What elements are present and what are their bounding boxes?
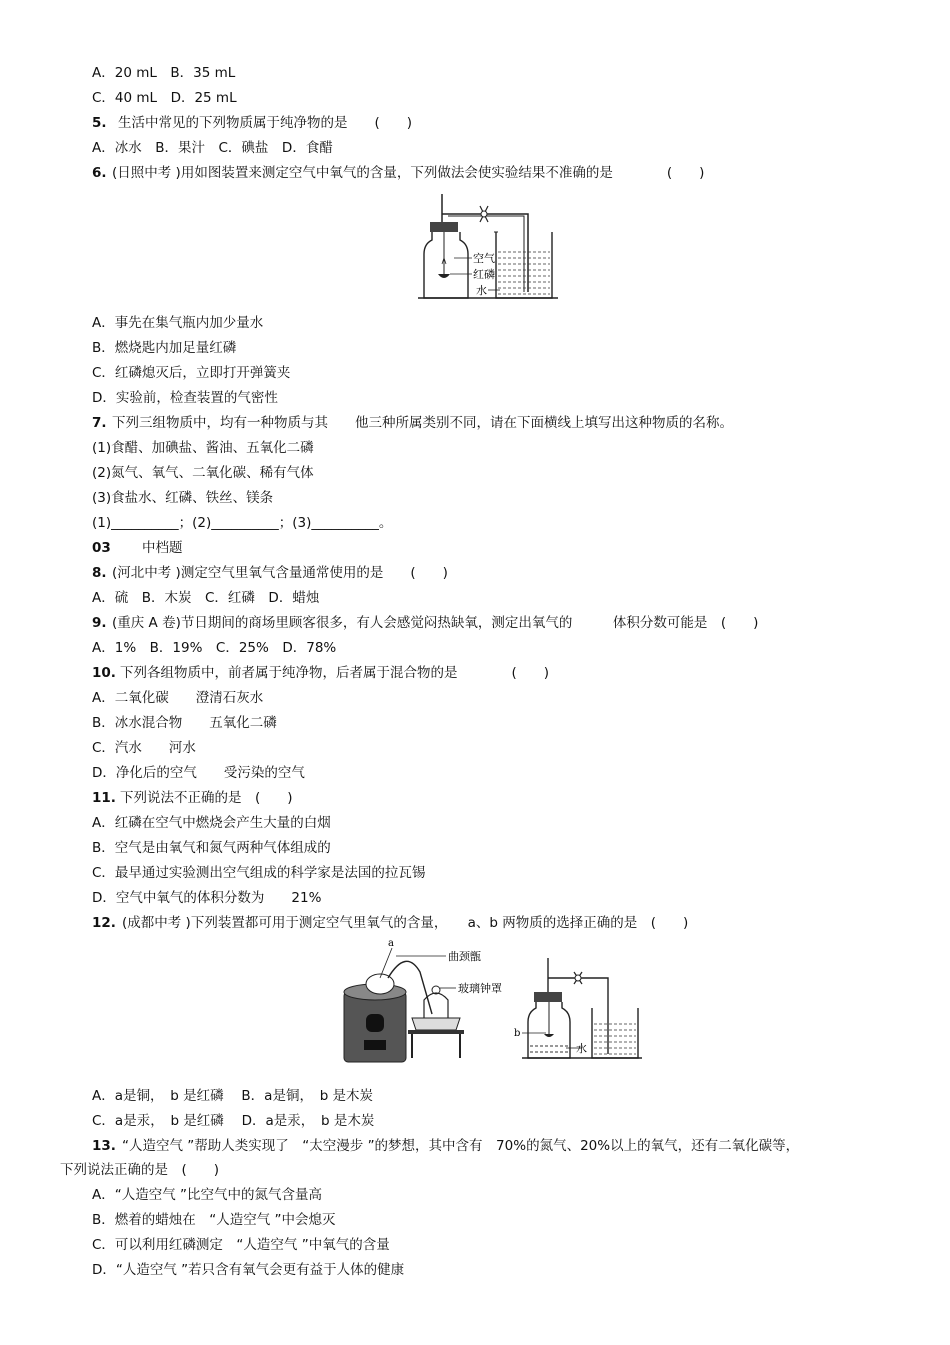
q9-stem: (重庆 A 卷)节日期间的商场里顾客很多，有人会感觉闷热缺氧，测定出氧气的 体积分数可能是 ( ) [112, 615, 759, 631]
oxygen-apparatus-figure [418, 192, 558, 304]
q4-options-cd: C．40 mL D．25 mL [92, 90, 237, 106]
section-title: 中档题 [142, 540, 183, 556]
q11-stem: 下列说法不正确的是 ( ) [120, 790, 293, 806]
q4-options-ab: A．20 mL B．35 mL [92, 65, 236, 81]
q10-option-d: D．净化后的空气 受污染的空气 [92, 765, 305, 781]
label-retort: 曲颈甑 [448, 950, 481, 963]
q10-option-a: A．二氧化碳 澄清石灰水 [92, 690, 264, 706]
q6-stem: (日照中考 )用如图装置来测定空气中氧气的含量，下列做法会使实验结果不准确的是 ( ) [112, 165, 705, 181]
q9-number: 9. [92, 615, 107, 631]
label-a: a [388, 938, 394, 949]
label-air: 空气 [473, 252, 495, 265]
q9-options: A．1% B．19% C．25% D．78% [92, 640, 337, 656]
label-bell-jar: 玻璃钟罩 [458, 982, 502, 995]
q12-options-ab: A．a是铜， b 是红磷 B．a是铜， b 是木炭 [92, 1088, 374, 1104]
q7-group-1: (1)食醋、加碘盐、酱油、五氧化二磷 [92, 440, 314, 456]
q5-options: A．冰水 B．果汁 C．碘盐 D．食醋 [92, 140, 333, 156]
q7-group-3: (3)食盐水、红磷、铁丝、镁条 [92, 490, 274, 506]
q7-blanks: (1)__________；(2)__________；(3)__________。 [92, 515, 393, 531]
q6-option-a: A．事先在集气瓶内加少量水 [92, 315, 264, 331]
label-water-2: 水 [576, 1042, 587, 1055]
q13-stem-2: 下列说法正确的是 ( ) [60, 1162, 220, 1178]
label-water: 水 [476, 284, 487, 297]
q11-option-c: C．最早通过实验测出空气组成的科学家是法国的拉瓦锡 [92, 865, 426, 881]
q13-number: 13. [92, 1138, 116, 1154]
q10-number: 10. [92, 665, 116, 681]
q10-option-b: B．冰水混合物 五氧化二磷 [92, 715, 277, 731]
label-red-phosphorus: 红磷 [473, 268, 495, 281]
q7-group-2: (2)氮气、氧气、二氧化碳、稀有气体 [92, 465, 314, 481]
q13-option-b: B．燃着的蜡烛在 “人造空气 ”中会熄灭 [92, 1212, 336, 1228]
q10-option-c: C．汽水 河水 [92, 740, 196, 756]
q6-option-d: D．实验前，检查装置的气密性 [92, 390, 278, 406]
q12-options-cd: C．a是汞， b 是红磷 D．a是汞， b 是木炭 [92, 1113, 375, 1129]
lavoisier-apparatus-figure [336, 938, 646, 1068]
q5-stem: 生活中常见的下列物质属于纯净物的是 ( ) [118, 115, 413, 131]
q13-option-c: C．可以利用红磷测定 “人造空气 ”中氧气的含量 [92, 1237, 390, 1253]
q6-option-c: C．红磷熄灭后，立即打开弹簧夹 [92, 365, 291, 381]
q12-stem: (成都中考 )下列装置都可用于测定空气里氧气的含量， a、b 两物质的选择正确的是 ( ) [122, 915, 689, 931]
q11-option-b: B．空气是由氧气和氮气两种气体组成的 [92, 840, 331, 856]
q10-stem: 下列各组物质中，前者属于纯净物，后者属于混合物的是 ( ) [120, 665, 550, 681]
q13-stem-1: “人造空气 ”帮助人类实现了 “太空漫步 ”的梦想，其中含有 70%的氮气、20%以上的氧气，还有二氧化碳等， [122, 1138, 800, 1154]
q13-option-a: A．“人造空气 ”比空气中的氮气含量高 [92, 1187, 323, 1203]
q11-option-d: D．空气中氧气的体积分数为 21% [92, 890, 322, 906]
q6-option-b: B．燃烧匙内加足量红磷 [92, 340, 237, 356]
q5-number: 5. [92, 115, 107, 131]
q6-number: 6. [92, 165, 107, 181]
q13-option-d: D．“人造空气 ”若只含有氧气会更有益于人体的健康 [92, 1262, 405, 1278]
q8-stem: (河北中考 )测定空气里氧气含量通常使用的是 ( ) [112, 565, 448, 581]
q7-stem: 下列三组物质中，均有一种物质与其 他三种所属类别不同，请在下面横线上填写出这种物质的名称。 [112, 415, 733, 431]
q11-number: 11. [92, 790, 116, 806]
q7-number: 7. [92, 415, 107, 431]
q8-options: A．硫 B．木炭 C．红磷 D．蜡烛 [92, 590, 320, 606]
q11-option-a: A．红磷在空气中燃烧会产生大量的白烟 [92, 815, 331, 831]
section-number: 03 [92, 540, 111, 556]
q12-number: 12. [92, 915, 116, 931]
label-b: b [514, 1028, 521, 1039]
q8-number: 8. [92, 565, 107, 581]
